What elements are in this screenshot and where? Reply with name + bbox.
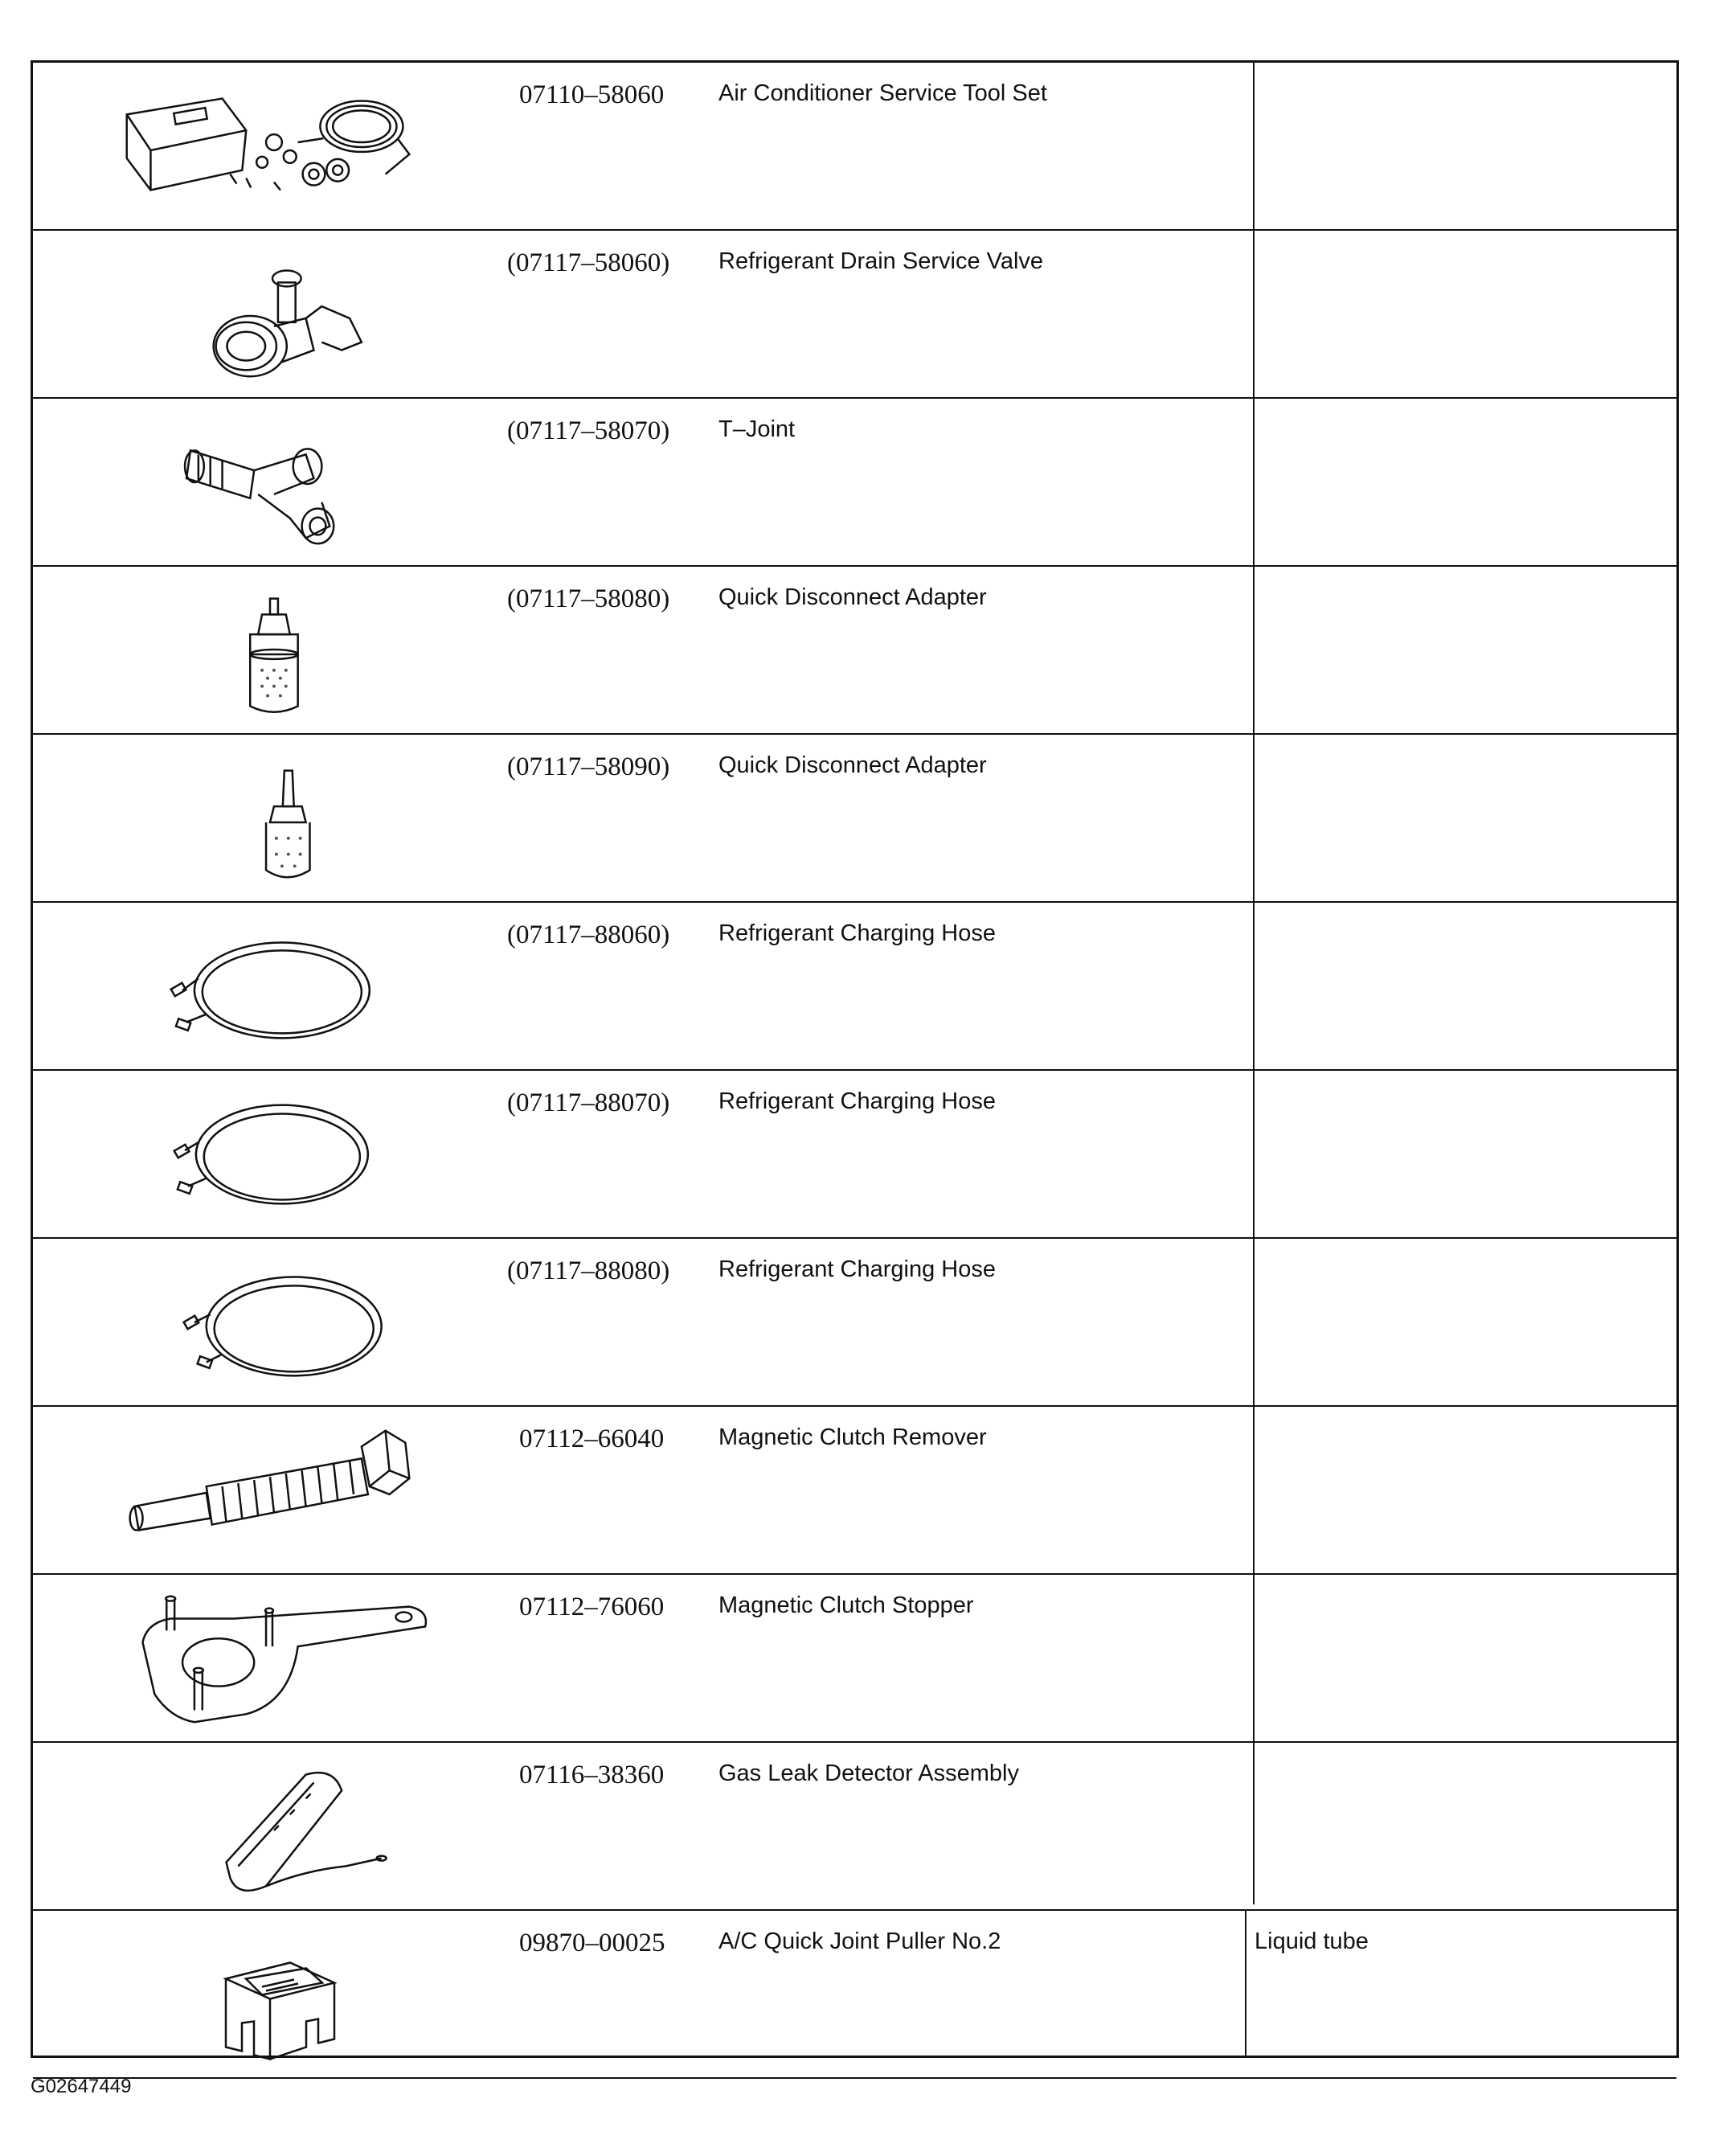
table-row [33, 1911, 1676, 2079]
tool-name: Quick Disconnect Adapter [718, 752, 987, 778]
part-number: (07117–58060) [507, 248, 670, 277]
tool-name: Refrigerant Drain Service Valve [718, 248, 1044, 274]
table-row [33, 1407, 1676, 1575]
column-divider [1253, 63, 1255, 1904]
part-number: 07112–76060 [519, 1592, 665, 1621]
table-row [33, 1743, 1676, 1911]
charging-hose-icon [33, 1071, 507, 1237]
table-row [33, 735, 1676, 903]
part-number: (07117–58080) [507, 584, 670, 613]
clutch-remover-icon [33, 1407, 507, 1573]
charging-hose-icon [33, 903, 507, 1069]
part-number: (07117–58090) [507, 752, 670, 781]
t-joint-icon [33, 399, 507, 565]
tool-name: Refrigerant Charging Hose [718, 1088, 996, 1114]
tool-name: Air Conditioner Service Tool Set [718, 80, 1047, 106]
part-number: (07117–88060) [507, 920, 670, 949]
part-number: 07110–58060 [519, 80, 665, 109]
column-divider [1245, 1911, 1246, 2056]
part-number: 09870–00025 [519, 1929, 665, 1957]
tool-name: T–Joint [718, 416, 796, 442]
tool-name: Magnetic Clutch Remover [718, 1424, 987, 1450]
part-number: 07112–66040 [519, 1424, 665, 1453]
quick-adapter-small-icon [33, 735, 507, 901]
charging-hose-icon [33, 1239, 507, 1405]
leak-detector-icon [33, 1743, 507, 1909]
special-tools-table [31, 60, 1679, 2058]
service-tool-set-icon [33, 63, 507, 229]
table-row [33, 231, 1676, 399]
table-row [33, 1071, 1676, 1239]
drain-valve-icon [33, 231, 507, 397]
part-number: 07116–38360 [519, 1760, 665, 1789]
tool-note: Liquid tube [1255, 1929, 1369, 1954]
tool-name: Refrigerant Charging Hose [718, 920, 996, 946]
tool-name: Magnetic Clutch Stopper [718, 1592, 974, 1618]
figure-code: G02647449 [31, 2076, 132, 2097]
table-row [33, 567, 1676, 735]
tool-name: A/C Quick Joint Puller No.2 [718, 1929, 1001, 1954]
part-number: (07117–58070) [507, 416, 670, 445]
table-row [33, 1239, 1676, 1407]
table-row [33, 63, 1676, 231]
table-row [33, 1575, 1676, 1743]
quick-joint-puller-icon [33, 1911, 507, 2077]
part-number: (07117–88080) [507, 1256, 670, 1285]
clutch-stopper-icon [33, 1575, 507, 1741]
table-row [33, 903, 1676, 1071]
table-row [33, 399, 1676, 567]
tool-name: Gas Leak Detector Assembly [718, 1760, 1019, 1786]
tool-name: Refrigerant Charging Hose [718, 1256, 996, 1282]
tool-name: Quick Disconnect Adapter [718, 584, 987, 610]
quick-adapter-large-icon [33, 567, 507, 733]
part-number: (07117–88070) [507, 1088, 670, 1117]
